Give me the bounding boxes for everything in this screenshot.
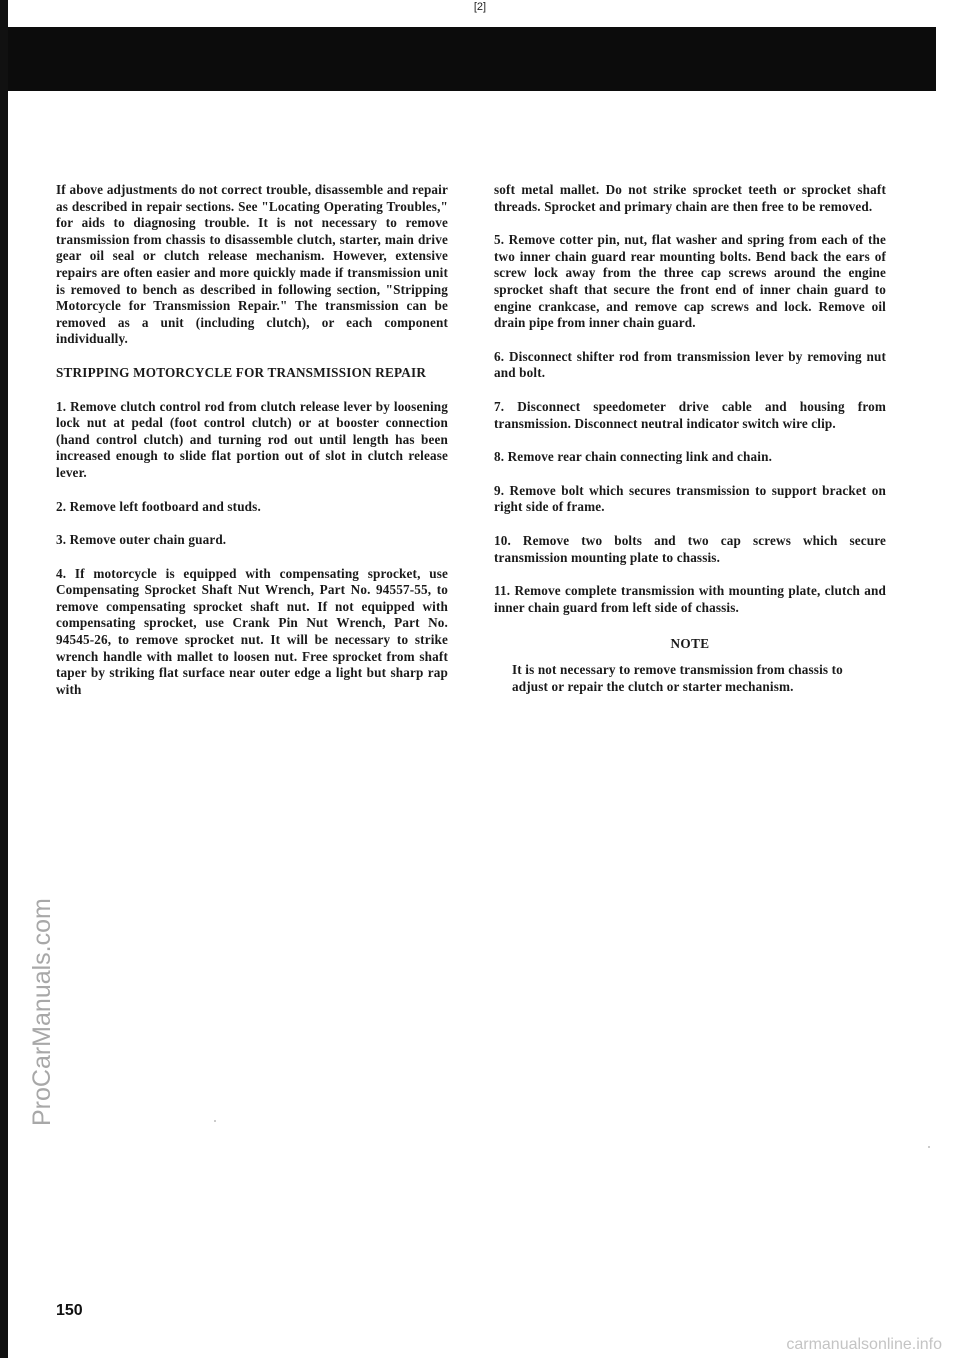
step-3-paragraph: 3. Remove outer chain guard.: [56, 532, 227, 548]
step-10-paragraph: 10. Remove two bolts and two cap screws which secure transmission mounting plate to chassis.: [494, 532, 886, 565]
step-1-paragraph: 1. Remove clutch control rod from clutch release lever by loosening lock nut at pedal (foot control clutch) or at booster connection (hand control clutch) and turning rod out until length has been increased enough to slide flat portion out of slot in clutch release lever.: [56, 398, 448, 480]
side-watermark: [24, 830, 58, 1130]
step-7-paragraph: 7. Disconnect speedometer drive cable and housing from transmission. Disconnect neutral indicator switch wire clip.: [494, 398, 886, 431]
step-4-paragraph: 4. If motorcycle is equipped with compensating sprocket, use Compensating Sprocket Shaft Nut Wrench, Part No. 94557-55, to remove compensating sprocket shaft nut. If not equipped with compensating sprocket, use Crank Pin Nut Wrench, Part No. 94545-26, to remove sprocket nut. It will be necessary to strike wrench handle with mallet to loosen nut. Free sprocket from shaft taper by striking flat surface near outer edge a light but sharp rap with: [56, 565, 448, 697]
left-margin-rule: [0, 0, 8, 1358]
step-4-continued-paragraph: soft metal mallet. Do not strike sprocket teeth or sprocket shaft threads. Sprocket and primary chain are then free to be removed.: [494, 182, 886, 214]
scan-speck: [928, 1146, 930, 1148]
step-2-paragraph: 2. Remove left footboard and studs.: [56, 498, 261, 514]
intro-paragraph: If above adjustments do not correct trouble, disassemble and repair as described in repair sections. See "Locating Operating Troubles," for aids to diagnosing trouble. It is not necessary to remove transmission from chassis to disassemble clutch, starter, main drive gear oil seal or clutch release mechanism. However, extensive repairs are often easier and more quickly made if transmission unit is removed to bench as described in following section, "Stripping Motorcycle for Transmission Repair." The transmission can be removed as a unit (including clutch), or each component individually.: [56, 182, 448, 347]
side-watermark-text: ProCarManuals.com: [28, 898, 56, 1126]
step-8-paragraph: 8. Remove rear chain connecting link and chain.: [494, 449, 773, 465]
header-black-band: [8, 27, 936, 91]
page-header-tag: [2]: [473, 1, 487, 13]
step-5-paragraph: 5. Remove cotter pin, nut, flat washer and spring from each of the two inner chain guard rear mounting bolts. Bend back the ears of screw lock away from the three cap screws around the engine sprocket shaft that secure the front end of inner chain guard to engine crankcase, and remove cap screws and lock. Remove oil drain pipe from inner chain guard.: [494, 232, 886, 331]
section-heading: STRIPPING MOTORCYCLE FOR TRANSMISSION REPAIR: [56, 364, 427, 380]
left-text-column: [56, 182, 448, 715]
note-body: It is not necessary to remove transmission from chassis to adjust or repair the clutch or starter mechanism.: [512, 662, 843, 694]
scan-speck: [214, 1120, 216, 1122]
step-6-paragraph: 6. Disconnect shifter rod from transmission lever by removing nut and bolt.: [494, 348, 886, 381]
footer-watermark: carmanualsonline.info: [786, 1336, 942, 1353]
step-11-paragraph: 11. Remove complete transmission with mounting plate, clutch and inner chain guard from left side of chassis.: [494, 583, 886, 615]
step-9-paragraph: 9. Remove bolt which secures transmission to support bracket on right side of frame.: [494, 482, 886, 515]
page-number: 150: [56, 1302, 83, 1319]
right-text-column: [494, 182, 886, 695]
note-title: NOTE: [670, 636, 710, 652]
